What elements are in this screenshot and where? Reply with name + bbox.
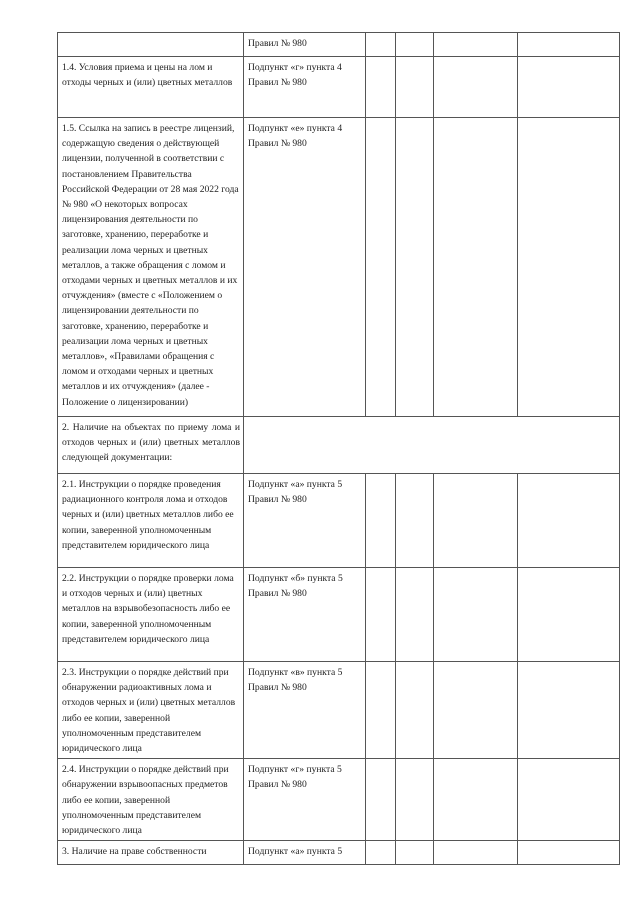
table-row xyxy=(58,841,620,865)
yes-cell xyxy=(366,474,396,568)
no-cell xyxy=(396,759,434,841)
table-row xyxy=(58,33,620,57)
yes-cell xyxy=(366,759,396,841)
notes-cell xyxy=(518,118,620,417)
table-row xyxy=(58,759,620,841)
table-row xyxy=(58,474,620,568)
legal-reference-cell: Подпункт «а» пункта 5 xyxy=(244,841,366,865)
no-cell xyxy=(396,568,434,662)
notes-cell xyxy=(518,474,620,568)
legal-reference-cell: Подпункт «б» пункта 5 Правил № 980 xyxy=(244,568,366,662)
not-applicable-cell xyxy=(434,662,518,759)
not-applicable-cell xyxy=(434,118,518,417)
requirement-cell: 3. Наличие на праве собственности xyxy=(58,841,244,865)
notes-cell xyxy=(518,841,620,865)
requirement-cell: 2.4. Инструкции о порядке действий при обнаружении взрывоопасных предметов либо ее копии, заверенной уполномоченным представителем юридического лица xyxy=(58,759,244,841)
legal-reference-cell: Подпункт «г» пункта 4 Правил № 980 xyxy=(244,57,366,118)
no-cell xyxy=(396,57,434,118)
no-cell xyxy=(396,33,434,57)
notes-cell xyxy=(518,662,620,759)
requirement-cell: 1.5. Ссылка на запись в реестре лицензий, содержащую сведения о действующей лицензии, полученной в соответствии с постановлением Правительства Российской Федерации от 28 мая 2022 года № 980 «О некоторых вопросах лицензирования деятельности по заготовке, хранению, переработке и реализации лома черных и цветных металлов, а также обращения с ломом и отходами черных и цветных металлов и их отчуждения» (вместе с «Положением о лицензировании деятельности по заготовке, хранению, переработке и реализации лома черных и цветных металлов», «Правилами обращения с ломом и отходами черных и цветных металлов и их отчуждения» (далее - Положение о лицензировании) xyxy=(58,118,244,417)
no-cell xyxy=(396,474,434,568)
not-applicable-cell xyxy=(434,841,518,865)
table-row xyxy=(58,57,620,118)
yes-cell xyxy=(366,118,396,417)
legal-reference-cell: Подпункт «г» пункта 5 Правил № 980 xyxy=(244,759,366,841)
legal-reference-cell: Подпункт «а» пункта 5 Правил № 980 xyxy=(244,474,366,568)
yes-cell xyxy=(366,662,396,759)
yes-cell xyxy=(366,57,396,118)
requirement-cell xyxy=(58,33,244,57)
legal-reference-cell: Правил № 980 xyxy=(244,33,366,57)
section-heading-cell: 2. Наличие на объектах по приему лома и отходов черных и (или) цветных металлов следующей документации: xyxy=(58,417,244,474)
notes-cell xyxy=(518,759,620,841)
no-cell xyxy=(396,118,434,417)
requirement-cell: 1.4. Условия приема и цены на лом и отходы черных и (или) цветных металлов xyxy=(58,57,244,118)
requirement-cell: 2.3. Инструкции о порядке действий при обнаружении радиоактивных лома и отходов черных и (или) цветных металлов либо ее копии, заверенной уполномоченным представителем юридического лица xyxy=(58,662,244,759)
notes-cell xyxy=(518,57,620,118)
section-heading-span-cell xyxy=(244,417,620,474)
yes-cell xyxy=(366,568,396,662)
legal-reference-cell: Подпункт «е» пункта 4 Правил № 980 xyxy=(244,118,366,417)
requirements-table xyxy=(57,32,620,865)
requirement-cell: 2.2. Инструкции о порядке проверки лома и отходов черных и (или) цветных металлов на взрывобезопасность либо ее копии, заверенной уполномоченным представителем юридического лица xyxy=(58,568,244,662)
yes-cell xyxy=(366,841,396,865)
not-applicable-cell xyxy=(434,474,518,568)
table-row xyxy=(58,662,620,759)
notes-cell xyxy=(518,568,620,662)
requirement-cell: 2.1. Инструкции о порядке проведения радиационного контроля лома и отходов черных и (или) цветных металлов либо ее копии, заверенной уполномоченным представителем юридического лица xyxy=(58,474,244,568)
legal-reference-cell: Подпункт «в» пункта 5 Правил № 980 xyxy=(244,662,366,759)
no-cell xyxy=(396,662,434,759)
not-applicable-cell xyxy=(434,57,518,118)
section-heading-row xyxy=(58,417,620,474)
yes-cell xyxy=(366,33,396,57)
not-applicable-cell xyxy=(434,33,518,57)
no-cell xyxy=(396,841,434,865)
table-row xyxy=(58,568,620,662)
notes-cell xyxy=(518,33,620,57)
not-applicable-cell xyxy=(434,568,518,662)
not-applicable-cell xyxy=(434,759,518,841)
table-row xyxy=(58,118,620,417)
